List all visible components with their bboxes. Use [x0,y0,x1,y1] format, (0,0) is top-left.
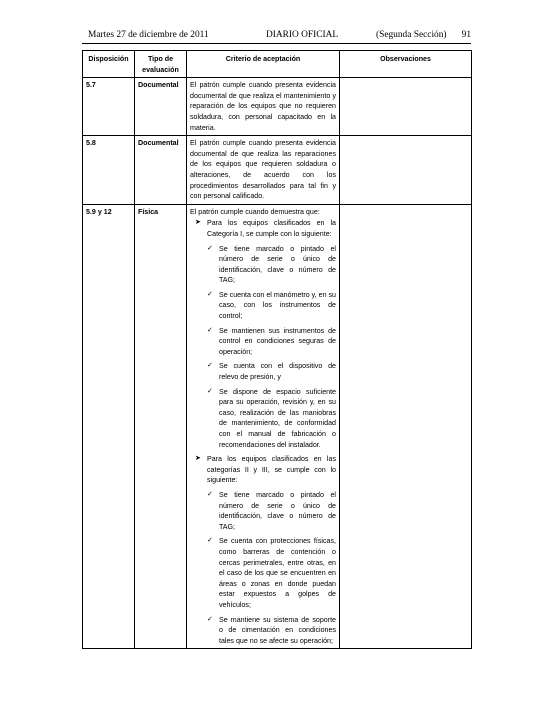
cell-disposicion: 5.9 y 12 [83,204,135,649]
criterio-intro: El patrón cumple cuando demuestra que: [190,207,320,216]
list-item: ➤ Para los equipos clasificados en la Categoría I, se cumple con lo siguiente: [195,219,336,238]
column-header-disposicion: Disposición [83,51,135,78]
list-item: ✓ Se cuenta con protecciones físicas, como barreras de contención o cercas perimetrales, entre otras, en el caso de los que se encuentren en áreas o zonas en donde puedan estar expuestos a golpes de vehículos; [207,537,336,609]
header-section: (Segunda Sección) [376,30,447,40]
arrow-bullet-icon: ➤ [195,455,201,463]
table-row [83,204,472,649]
table-row [83,136,472,205]
check-bullet-icon: ✓ [207,387,213,395]
cell-disposicion: 5.7 [83,78,135,136]
header-page-number: 91 [461,30,471,40]
cell-observaciones [340,78,472,136]
table-header-row [83,51,472,78]
column-header-criterio: Criterio de aceptación [187,51,340,78]
column-header-tipo: Tipo de evaluación [135,51,187,78]
header-date: Martes 27 de diciembre de 2011 [88,30,209,40]
list-item: ✓ Se cuenta con el dispositivo de relevo de presión, y [207,362,336,382]
arrow-bullet-icon: ➤ [195,219,201,227]
cell-criterio [187,204,340,649]
list-item: ✓ Se dispone de espacio suficiente para su operación, revisión y, en su caso, realización de las maniobras de mantenimiento, de conformidad con el manual de fabricación o recomendaciones del instalador. [207,387,336,449]
cell-tipo: Documental [135,136,187,205]
list-item: ✓ Se tiene marcado o pintado el número de serie o único de identificación, clave o número de TAG; [207,490,336,531]
check-bullet-icon: ✓ [207,326,213,334]
cell-observaciones [340,204,472,649]
list-item: ✓ Se mantienen sus instrumentos de control en condiciones seguras de operación; [207,326,336,356]
cell-criterio: El patrón cumple cuando presenta evidencia documental de que realiza el mantenimiento y reparación de los equipos que no requieren soldadura, con personal capacitado en la materia. [187,78,340,136]
list-item: ✓ Se mantiene su sistema de soporte o de cimentación en condiciones tales que no se afecte su operación; [207,615,336,645]
list-item: ✓ Se cuenta con el manómetro y, en su caso, con los instrumentos de control; [207,290,336,321]
cell-disposicion: 5.8 [83,136,135,205]
check-bullet-icon: ✓ [207,290,213,298]
table-row [83,78,472,136]
check-bullet-icon: ✓ [207,615,213,623]
cell-criterio: El patrón cumple cuando presenta evidencia documental de que realiza las reparaciones de los equipos que requieren soldadura o alteraciones, de acuerdo con los procedimientos desarrollados para tal fin y con personal calificado. [187,136,340,205]
check-bullet-icon: ✓ [207,244,213,252]
cell-tipo: Física [135,204,187,649]
check-bullet-icon: ✓ [207,490,213,498]
list-item: ➤ Para los equipos clasificados en las categorías II y III, se cumple con lo siguiente: [195,455,336,485]
header-publication-title: DIARIO OFICIAL [266,30,339,40]
cell-observaciones [340,136,472,205]
check-bullet-icon: ✓ [207,537,213,545]
column-header-observaciones: Observaciones [340,51,472,78]
criteria-table [82,50,472,649]
cell-tipo: Documental [135,78,187,136]
check-bullet-icon: ✓ [207,362,213,370]
page-header [82,30,471,44]
list-item: ✓ Se tiene marcado o pintado el número de serie o único de identificación, clave o número de TAG; [207,244,336,285]
header-rule [82,43,471,44]
